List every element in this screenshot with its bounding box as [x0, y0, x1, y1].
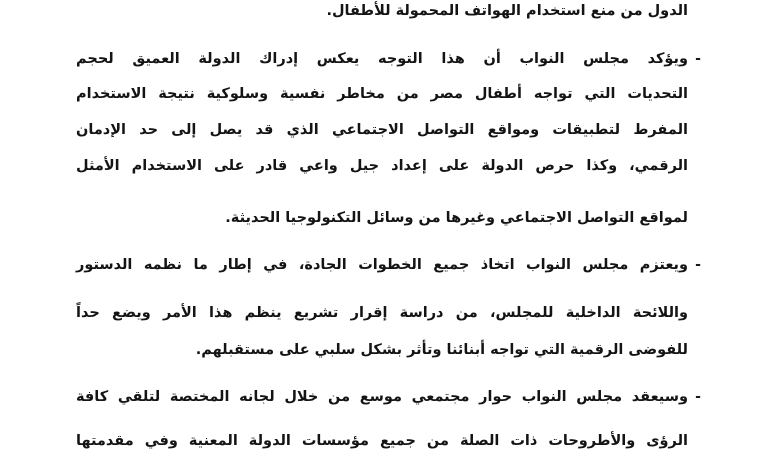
- paragraph-line: واللائحة الداخلية للمجلس، من دراسة إقرار تشريع ينظم هذا الأمر ويضع حداً: [76, 305, 688, 321]
- paragraph-line: ويعتزم مجلس النواب اتخاذ جميع الخطوات الجادة، في إطار ما نظمه الدستور: [76, 257, 688, 273]
- bullet-dash-icon: -: [695, 51, 701, 67]
- paragraph-line: وسيعقد مجلس النواب حوار مجتمعي موسع من خلال لجانه المختصة لتلقي كافة: [76, 389, 688, 405]
- bullet-dash-icon: -: [695, 257, 701, 273]
- bullet-dash-icon: -: [695, 389, 701, 405]
- paragraph-line: الرؤى والأطروحات ذات الصلة من جميع مؤسسات الدولة المعنية وفي مقدمتها: [76, 433, 688, 449]
- paragraph-line: التحديات التي تواجه أطفال مصر من مخاطر نفسية وسلوكية نتيجة الاستخدام: [76, 86, 688, 102]
- paragraph-line: الدول من منع استخدام الهواتف المحمولة للأطفال.: [326, 3, 688, 19]
- paragraph-line: لمواقع التواصل الاجتماعي وغيرها من وسائل التكنولوجيا الحديثة.: [225, 210, 688, 226]
- paragraph-line: ويؤكد مجلس النواب أن هذا التوجه يعكس إدراك الدولة العميق لحجم: [76, 51, 688, 67]
- paragraph-line: المفرط لتطبيقات ومواقع التواصل الاجتماعي الذي قد يصل إلى حد الإدمان: [76, 122, 688, 138]
- paragraph-line: للفوضى الرقمية التي تواجه أبنائنا وتأثر بشكل سلبي على مستقبلهم.: [195, 342, 688, 358]
- paragraph-line: الرقمي، وكذا حرص الدولة على إعداد جيل واعي قادر على الاستخدام الأمثل: [76, 158, 688, 174]
